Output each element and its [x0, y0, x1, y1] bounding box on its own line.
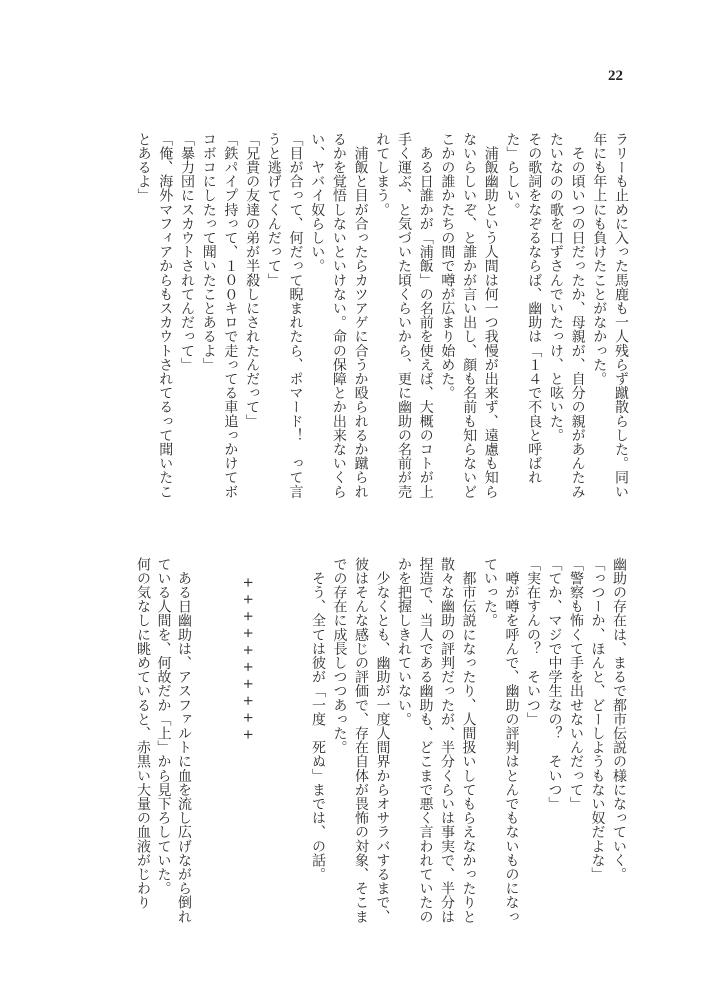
text-line: うと逃げてくんだって」	[265, 132, 282, 288]
text-line: ないらしいぞ、と誰かが言い出し、顔も名前も知らないど	[461, 132, 478, 499]
text-line: ある日誰かが「浦飯」の名前を使えば、大概のコトが上	[417, 132, 434, 499]
text-line: 「暴力団にスカウトされてんだって」	[179, 132, 195, 372]
text-line: ている人間を、何故だか「上」から見下ろしていた。	[155, 557, 172, 896]
text-line: 浦飯と目が合ったらカツアゲに合うか殴られるか蹴られ	[352, 132, 369, 499]
text-line: その頃いつの日だったか、母親が、自分の親があんたみ	[569, 132, 586, 499]
text-line: 手く運ぶ、と気づいた頃くらいから、更に幽助の名前が売	[396, 132, 412, 499]
text-line: 噂が噂を呼んで、幽助の評判はとんでもないものになっ	[503, 557, 520, 924]
text-line: 都市伝説になったり、人間扱いしてもらえなかったりと	[460, 557, 477, 924]
text-line: こかの誰かたちの間で噂が広まり始めた。	[439, 132, 456, 400]
text-line: 彼はそんな感じの評価で、存在自体が畏怖の対象、そこま	[353, 557, 369, 924]
text-line: れてしまう。	[374, 132, 391, 217]
text-line: 「俺、海外マフィアからもスカウトされてるって聞いたこ	[157, 132, 174, 499]
text-line: 年にも年上にも負けたことがなかった。	[591, 132, 608, 386]
text-line: かを把握しきれていない。	[396, 557, 412, 727]
text-line: 「っつーか、ほんと、どーしようもない奴だよな」	[589, 557, 606, 882]
text-line: 散々な幽助の評判だったが、半分くらいは事実で、半分は	[439, 557, 455, 924]
text-line: とあるよ」	[135, 132, 152, 203]
text-line: ラリーも止めに入った馬鹿も一人残らず蹴散らした。同い	[613, 132, 629, 499]
text-line: での存在に成長しつつあった。	[331, 557, 348, 755]
text-line: い、ヤバイ奴らしい。	[309, 132, 326, 273]
page-number: 22	[608, 68, 623, 84]
text-line: 捏造で、当人である幽助も、どこまで悪く言われていたの	[417, 557, 434, 924]
scene-separator: ++++++++++	[240, 577, 255, 746]
text-line: 何の気なしに眺めていると、赤黒い大量の血液がじわり	[135, 557, 151, 910]
text-line: 幽助の存在は、まるで都市伝説の様になっていく。	[611, 557, 627, 882]
text-line: 「実在すんの？ そいつ」	[525, 557, 541, 727]
text-line: ていった。	[482, 557, 498, 628]
text-line: 浦飯幽助という人間は何一つ我慢が出来ず、遠慮も知ら	[482, 132, 499, 499]
text-line: 少なくとも、幽助が一度人間界からオサラバするまで、	[374, 557, 391, 924]
text-line: 「兄貴の友達の弟が半殺しにされたんだって」	[244, 132, 261, 429]
text-line: その歌詞をなぞるならば、幽助は「１４で不良と呼ばれ	[526, 132, 543, 485]
text-line: 「目が合って、何だって睨まれたら、ポマード！ って言	[287, 132, 304, 499]
text-line: るかを覚悟しないといけない。命の保障とか出来ないくら	[330, 132, 347, 499]
text-line: 「鉄パイプ持って、１００キロで走ってる車追っかけてボ	[222, 132, 239, 499]
text-line: ある日幽助は、アスファルトに血を流し広げながら倒れ	[176, 557, 192, 924]
text-line: た」らしい。	[504, 132, 521, 217]
text-line: 「てか、マジで中学生なの？ そいつ」	[546, 557, 563, 811]
text-line: たいなのの歌を口ずさんでいたっけ、と呟いた。	[547, 132, 564, 443]
text-line: 「警察も怖くて手を出せないんだって」	[568, 557, 584, 811]
text-line: コボコにしたって聞いたことあるよ」	[200, 132, 217, 372]
text-line: そう、全ては彼が「一度 死ぬ」までは、の話。	[310, 557, 326, 882]
